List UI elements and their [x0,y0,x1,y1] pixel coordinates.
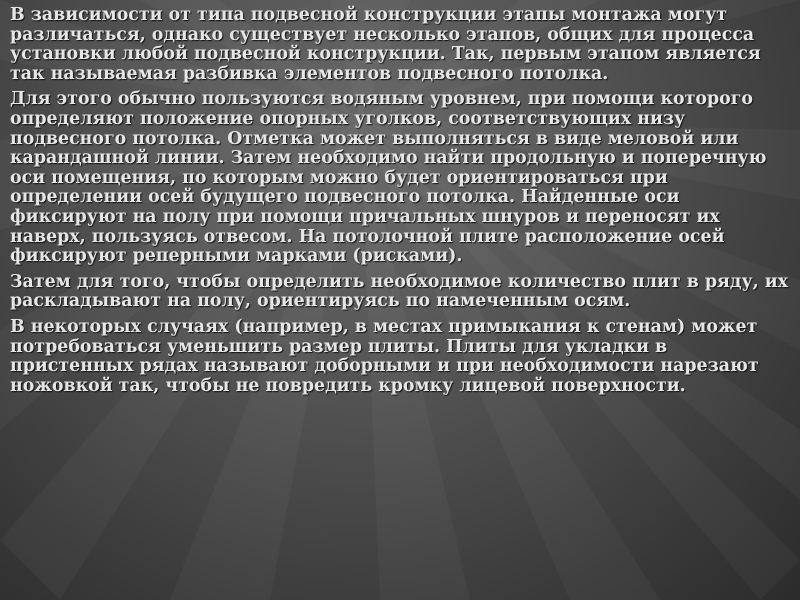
paragraph-3 [10,273,790,312]
paragraph-1-text: В зависимости от типа подвесной конструкции этапы монтажа могут различаться, однако существует несколько этапов, общих для процесса установки любой подвесной конструкции. Так, первым этапом является так называемая разбивка элементов подвесного потолка. [10,5,761,84]
paragraph-3-text: Затем для того, чтобы определить необходимое количество плит в ряду, их раскладывают на полу, ориентируясь по намеченным осям. [10,271,788,312]
slide-body-text [10,6,790,402]
paragraph-2-text: Для этого обычно пользуются водяным уровнем, при помощи которого определяют положение опорных уголков, соответствующих низу подвесного потолка. Отметка может выполняться в виде меловой или карандашной линии. Затем необходимо найти продольную и поперечную оси помещения, по которым можно будет ориентироваться при определении осей будущего подвесного потолка. Найденные оси фиксируют на полу при помощи причальных шнуров и переносят их наверх, пользуясь отвесом. На потолочной плите расположение осей фиксируют реперными марками (рисками). [10,89,767,267]
paragraph-1 [10,6,790,84]
paragraph-4-text: В некоторых случаях (например, в местах примыкания к стенам) может потребоваться уменьшить размер плиты. Плиты для укладки в пристенных рядах называют доборными и при необходимости нарезают ножовкой так, чтобы не повредить кромку лицевой поверхности. [10,316,759,396]
paragraph-4 [10,318,790,396]
paragraph-2 [10,90,790,266]
